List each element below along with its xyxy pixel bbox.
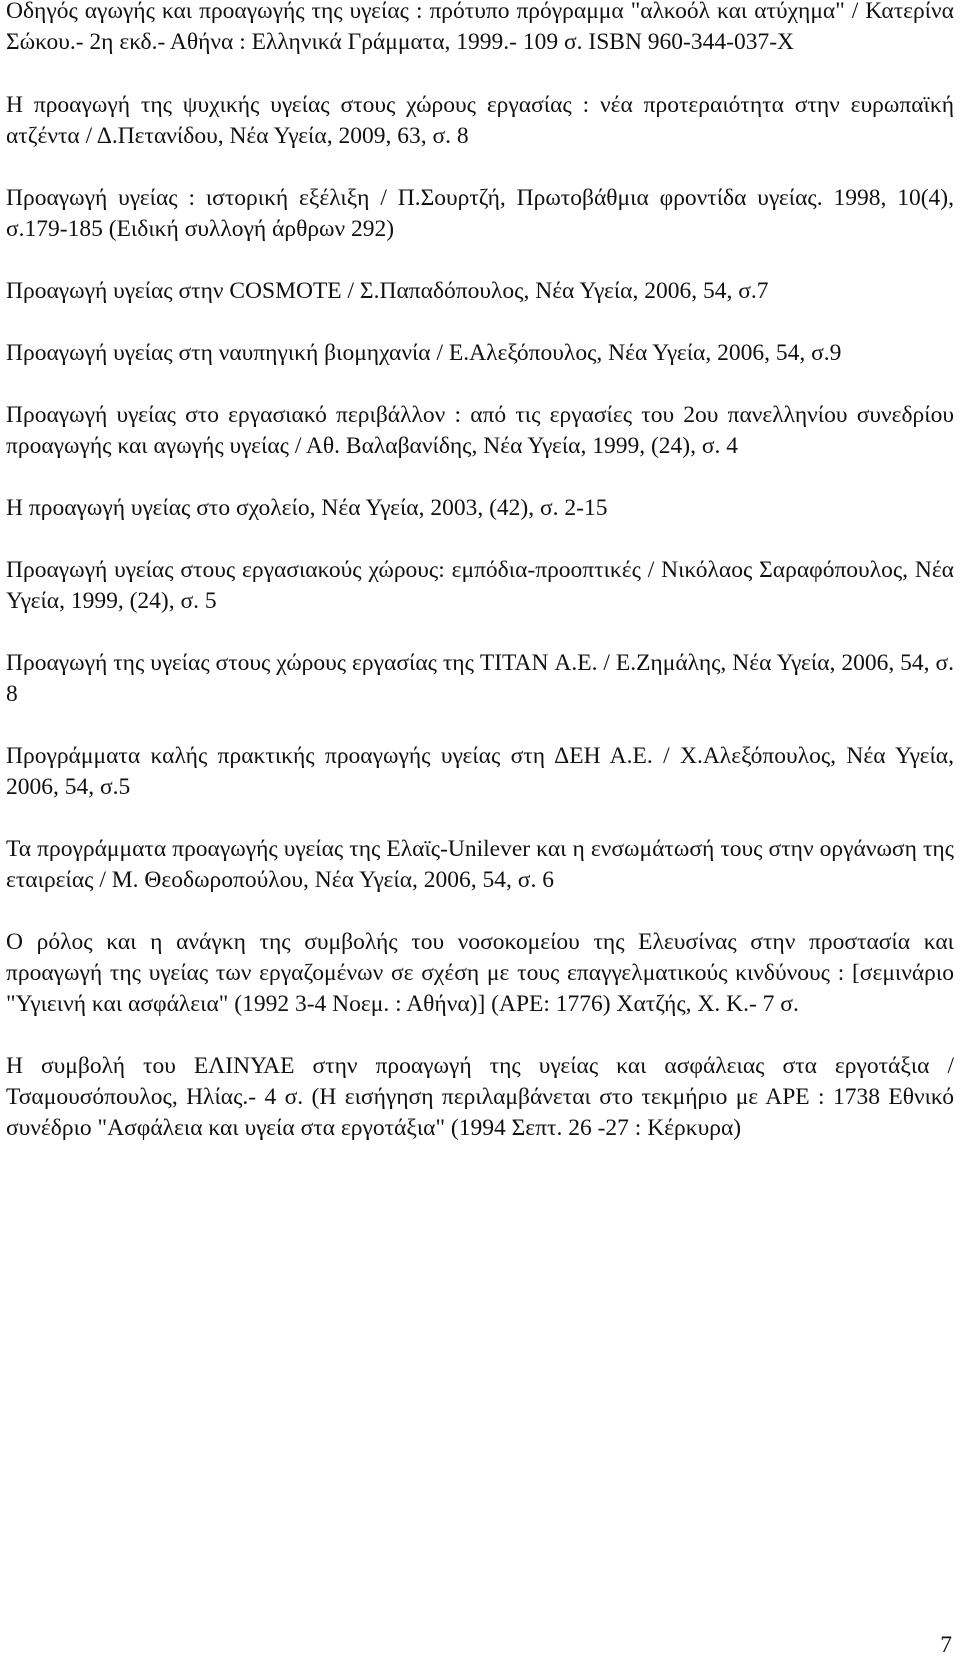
bibliography-entry: Η προαγωγή της ψυχικής υγείας στους χώρους εργασίας : νέα προτεραιότητα στην ευρωπαϊκή ατζέντα / Δ.Πετανίδου, Νέα Υγεία, 2009, 63, σ. 8 (6, 92, 954, 149)
bibliography-entry: Η συμβολή του ΕΛΙΝΥΑΕ στην προαγωγή της υγείας και ασφάλειας στα εργοτάξια /Τσαμουσόπουλος, Ηλίας.- 4 σ. (Η εισήγηση περιλαμβάνεται στο τεκμήριο με ΑΡΕ : 1738 Εθνικό συνέδριο "Ασφάλεια και υγεία στα εργοτάξια" (1994 Σεπτ. 26 -27 : Κέρκυρα) (6, 1053, 954, 1141)
bibliography-entry: Οδηγός αγωγής και προαγωγής της υγείας : πρότυπο πρόγραμμα "αλκοόλ και ατύχημα" / Κατερίνα Σώκου.- 2η εκδ.- Αθήνα : Ελληνικά Γράμματα, 1999.- 109 σ. ISBN 960-344-037-Χ (6, 0, 954, 55)
bibliography-entry: Προαγωγή υγείας στην COSMOTE / Σ.Παπαδόπουλος, Νέα Υγεία, 2006, 54, σ.7 (6, 278, 769, 304)
bibliography-entry: Προαγωγή υγείας : ιστορική εξέλιξη / Π.Σουρτζή, Πρωτοβάθμια φροντίδα υγείας. 1998, 10(4), σ.179-185 (Ειδική συλλογή άρθρων 292) (6, 185, 954, 242)
bibliography-entry: Προαγωγή υγείας στους εργασιακούς χώρους: εμπόδια-προοπτικές / Νικόλαος Σαραφόπουλος, Νέα Υγεία, 1999, (24), σ. 5 (6, 557, 954, 614)
page-number: 7 (940, 1632, 952, 1658)
bibliography-entry: Ο ρόλος και η ανάγκη της συμβολής του νοσοκομείου της Ελευσίνας στην προστασία και προαγωγή της υγείας των εργαζομένων σε σχέση με τους επαγγελματικούς κινδύνους : [σεμινάριο "Υγιεινή και ασφάλεια" (1992 3-4 Νοεμ. : Αθήνα)] (ΑΡΕ: 1776) Χατζής, Χ. Κ.- 7 σ. (6, 929, 954, 1017)
bibliography-entry: Τα προγράμματα προαγωγής υγείας της Ελαϊς-Unilever και η ενσωμάτωσή τους στην οργάνωση της εταιρείας / Μ. Θεοδωροπούλου, Νέα Υγεία, 2006, 54, σ. 6 (6, 836, 954, 893)
bibliography-entry: Προγράμματα καλής πρακτικής προαγωγής υγείας στη ΔΕΗ Α.Ε. / Χ.Αλεξόπουλος, Νέα Υγεία, 2006, 54, σ.5 (6, 743, 954, 800)
bibliography-entry: Προαγωγή υγείας στο εργασιακό περιβάλλον : από τις εργασίες του 2ου πανελληνίου συνεδρίου προαγωγής και αγωγής υγείας / Αθ. Βαλαβανίδης, Νέα Υγεία, 1999, (24), σ. 4 (6, 402, 954, 459)
bibliography-entry: Προαγωγή υγείας στη ναυπηγική βιομηχανία / Ε.Αλεξόπουλος, Νέα Υγεία, 2006, 54, σ.9 (6, 340, 842, 366)
bibliography-entry: Η προαγωγή υγείας στο σχολείο, Νέα Υγεία, 2003, (42), σ. 2-15 (6, 495, 608, 521)
bibliography-entry: Προαγωγή της υγείας στους χώρους εργασίας της TITAN Α.Ε. / Ε.Ζημάλης, Νέα Υγεία, 2006, 54, σ. 8 (6, 650, 954, 707)
bibliography-list (6, 0, 954, 1175)
